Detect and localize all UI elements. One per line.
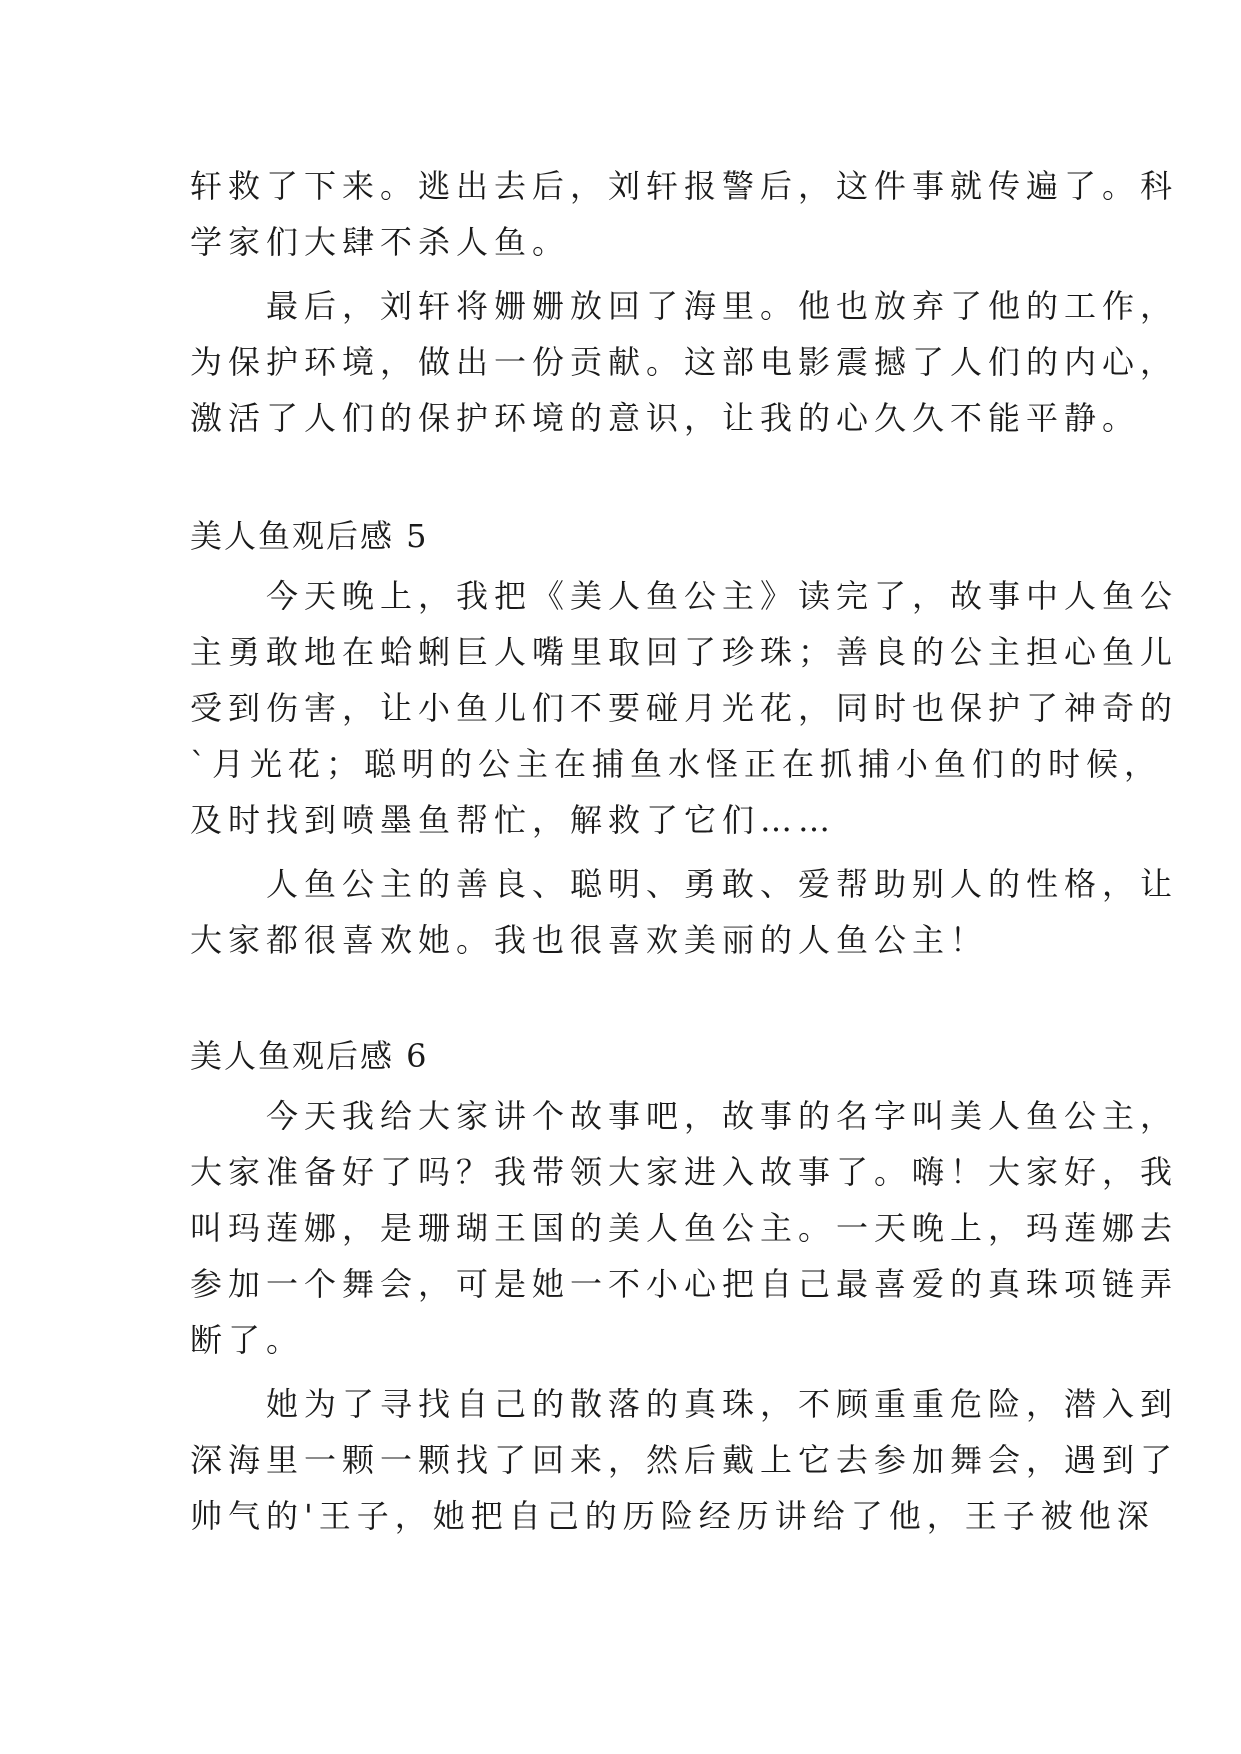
text-line: 及时找到喷墨鱼帮忙，解救了它们…… — [190, 801, 837, 839]
text-line: 参加一个舞会，可是她一不小心把自己最喜爱的真珠项链弄 — [190, 1265, 1179, 1303]
text-line: 为保护环境，做出一份贡献。这部电影震撼了人们的内心， — [190, 343, 1179, 381]
text-line: 今天晚上，我把《美人鱼公主》读完了，故事中人鱼公 — [190, 577, 1179, 615]
text-line: 大家准备好了吗？我带领大家进入故事了。嗨！大家好，我 — [190, 1153, 1179, 1191]
text-line: 轩救了下来。逃出去后，刘轩报警后，这件事就传遍了。科 — [190, 167, 1179, 205]
text-line: 断了。 — [190, 1321, 305, 1359]
text-line: 学家们大肆不杀人鱼。 — [190, 223, 571, 261]
text-line: 叫玛莲娜，是珊瑚王国的美人鱼公主。一天晚上，玛莲娜去 — [190, 1209, 1179, 1247]
text-line: 大家都很喜欢她。我也很喜欢美丽的人鱼公主！ — [190, 921, 989, 959]
text-line: 主勇敢地在蛤蜊巨人嘴里取回了珍珠；善良的公主担心鱼儿 — [190, 633, 1179, 671]
text-line: 人鱼公主的善良、聪明、勇敢、爱帮助别人的性格，让 — [190, 865, 1179, 903]
text-line: 她为了寻找自己的散落的真珠，不顾重重危险，潜入到 — [190, 1385, 1179, 1423]
text-line: 受到伤害，让小鱼儿们不要碰月光花，同时也保护了神奇的 — [190, 689, 1179, 727]
text-line: 最后，刘轩将姗姗放回了海里。他也放弃了他的工作， — [190, 287, 1179, 325]
text-line: 深海里一颗一颗找了回来，然后戴上它去参加舞会，遇到了 — [190, 1441, 1179, 1479]
text-line: 帅气的'王子，她把自己的历险经历讲给了他，王子被他深 — [190, 1497, 1155, 1535]
text-line: 今天我给大家讲个故事吧，故事的名字叫美人鱼公主， — [190, 1097, 1179, 1135]
section-heading: 美人鱼观后感 5 — [190, 517, 429, 555]
text-line: `月光花；聪明的公主在捕鱼水怪正在抓捕小鱼们的时候， — [190, 745, 1163, 783]
text-line: 激活了人们的保护环境的意识，让我的心久久不能平静。 — [190, 399, 1141, 437]
section-heading: 美人鱼观后感 6 — [190, 1037, 429, 1075]
